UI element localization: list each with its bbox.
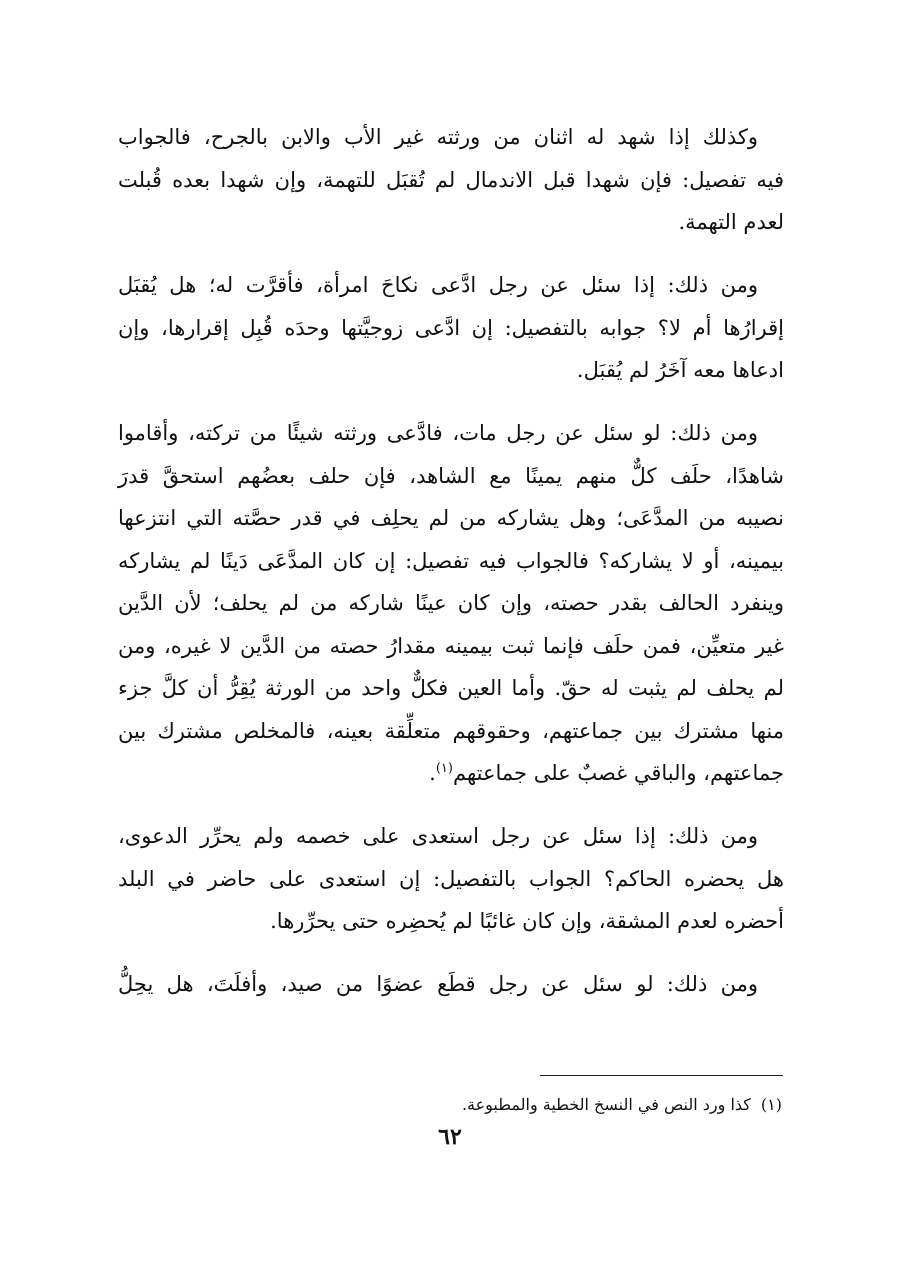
footnote	[462, 1090, 782, 1120]
text-line: نصيبه من المدَّعَى؛ وهل يشاركه من لم يحلِف في قدر حصَّته التي انتزعها	[118, 506, 784, 530]
text-line: أحضره لعدم المشقة، وإن كان غائبًا لم يُحضِره حتى يحرِّرها.	[270, 909, 784, 933]
paragraph	[118, 815, 784, 943]
text-line: بيمينه، أو لا يشاركه؟ فالجواب فيه تفصيل: إن كان المدَّعَى دَينًا لم يشاركه	[118, 548, 784, 573]
paragraph	[118, 116, 784, 244]
paragraph	[118, 264, 784, 392]
end-punctuation: .	[429, 761, 436, 785]
text-line: ومن ذلك: لو سئل عن رجل قطَع عضوًا من صيد، وأفلَتَ، هل يحِلُّ	[118, 972, 758, 996]
text-line-content: جماعتهم، والباقي غصبٌ على جماعتهم	[452, 761, 784, 785]
text-line: وينفرد الحالف بقدر حصته، وإن كان عينًا شاركه من لم يحلف؛ لأن الدَّين	[118, 591, 784, 615]
footnote-separator	[540, 1075, 783, 1076]
text-line: ومن ذلك: إذا سئل عن رجل استعدى على خصمه ولم يحرِّر الدعوى،	[118, 824, 758, 848]
paragraph	[118, 963, 784, 1006]
text-line: ومن ذلك: لو سئل عن رجل مات، فادَّعى ورثته شيئًا من تركته، وأقاموا	[118, 421, 758, 445]
footnote-text: كذا ورد النص في النسخ الخطية والمطبوعة.	[461, 1095, 751, 1114]
text-line: هل يحضره الحاكم؟ الجواب بالتفصيل: إن استعدى على حاضر في البلد	[118, 866, 784, 891]
text-line: ادعاها معه آخَرُ لم يُقبَل.	[576, 358, 784, 382]
text-line: وكذلك إذا شهد له اثنان من ورثته غير الأب والابن بالجرح، فالجواب	[118, 125, 758, 149]
text-line: فيه تفصيل: فإن شهدا قبل الاندمال لم تُقبَل للتهمة، وإن شهدا بعده قُبلت	[118, 167, 784, 192]
text-line: إقرارُها أم لا؟ جوابه بالتفصيل: إن ادَّعى زوجيَّتها وحدَه قُبِل إقرارها، وإن	[118, 315, 784, 340]
text-line: منها مشترك بين جماعتهم، وحقوقهم متعلِّقة بعينه، فالمخلص مشترك بين	[118, 718, 784, 743]
footnote-number: (١)	[760, 1095, 782, 1114]
page-number: ٦٢	[438, 1124, 462, 1150]
footnote-marker[interactable]: (١)	[435, 761, 453, 776]
text-line: غير متعيِّن، فمن حلَف فإنما ثبت بيمينه مقدارُ حصته من الدَّين لا غيره، ومن	[118, 633, 784, 658]
text-line: شاهدًا، حلَف كلٌّ منهم يمينًا مع الشاهد، فإن حلف بعضُهم استحقَّ قدرَ	[118, 463, 784, 488]
paragraph	[118, 412, 784, 795]
text-line: ومن ذلك: إذا سئل عن رجل ادَّعى نكاحَ امرأة، فأقرَّت له؛ هل يُقبَل	[118, 273, 758, 297]
text-line	[118, 752, 784, 795]
text-line: لم يحلف لم يثبت له حقّ. وأما العين فكلٌّ واحد من الورثة يُقِرُّ أن كلَّ جزء	[118, 676, 784, 700]
body-text	[118, 116, 784, 1026]
text-line: لعدم التهمة.	[678, 210, 784, 234]
